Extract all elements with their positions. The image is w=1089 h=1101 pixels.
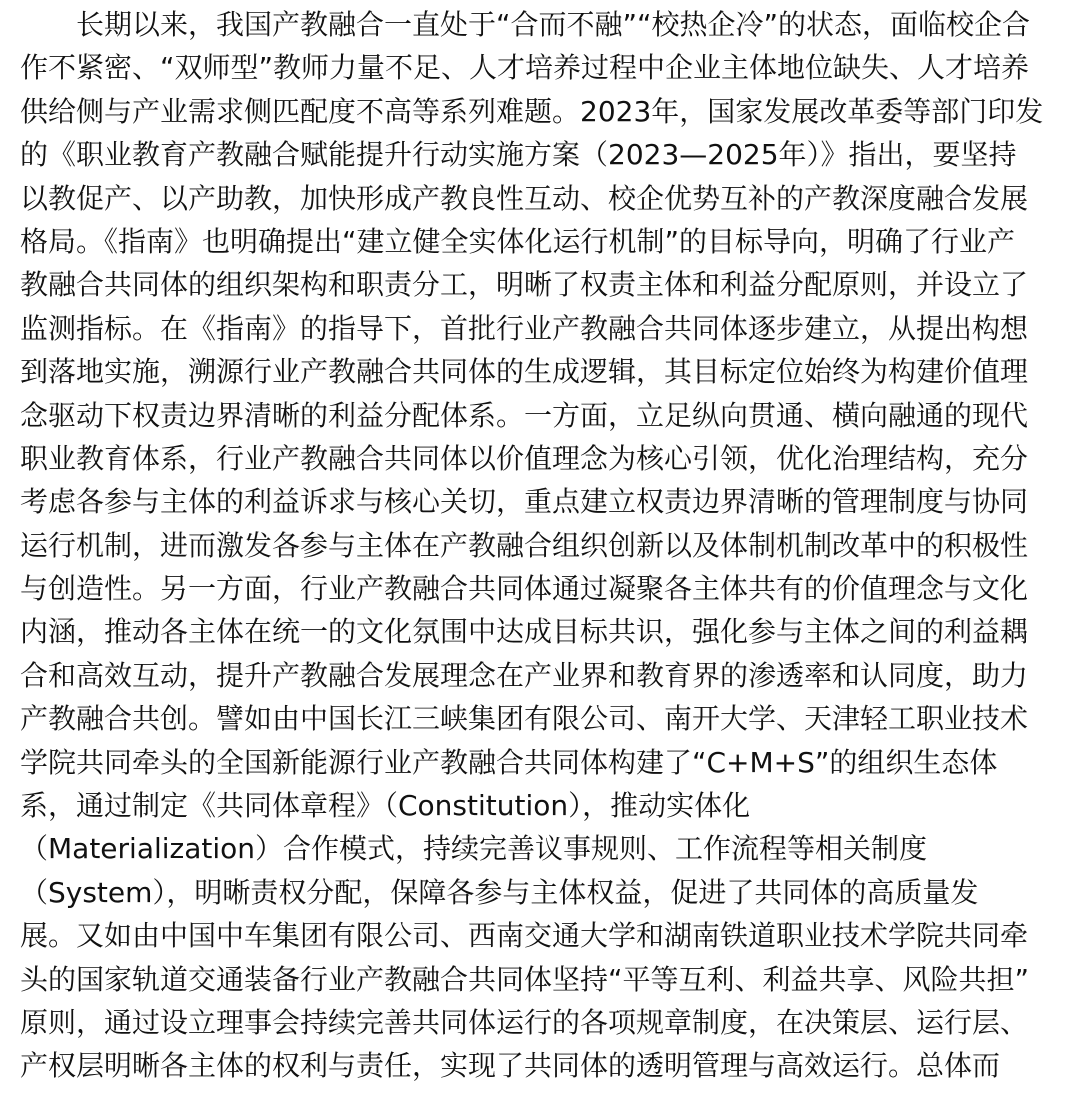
text-line-18: 学院共同牵头的全国新能源行业产教融合共同体构建了“C+M+S”的组织生态体 [20,745,998,779]
text-line-3: 供给侧与产业需求侧匹配度不高等系列难题。2023年，国家发展改革委等部门印发 [20,94,1044,128]
text-line-17: 产教融合共创。譬如由中国长江三峡集团有限公司、南开大学、天津轻工职业技术 [20,702,1029,736]
text-line-12: 考虑各参与主体的利益诉求与核心关切，重点建立权责边界清晰的管理制度与协同 [20,485,1029,519]
text-line-1: 长期以来，我国产教融合一直处于“合而不融”“校热企冷”的状态，面临校企合 [20,8,1031,41]
text-line-7: 教融合共同体的组织架构和职责分工，明晰了权责主体和利益分配原则，并设立了 [20,268,1029,302]
text-line-20: （Materialization）合作模式，持续完善议事规则、工作流程等相关制度 [20,832,928,866]
text-line-23: 头的国家轨道交通装备行业产教融合共同体坚持“平等互利、利益共享、风险共担” [20,962,1030,996]
text-line-25: 产权层明晰各主体的权利与责任，实现了共同体的透明管理与高效运行。总体而 [20,1049,1001,1083]
text-line-16: 合和高效互动，提升产教融合发展理念在产业界和教育界的渗透率和认同度，助力 [20,658,1029,692]
text-line-15: 内涵，推动各主体在统一的文化氛围中达成目标共识，强化参与主体之间的利益耦 [20,615,1029,649]
text-line-8: 监测指标。在《指南》的指导下，首批行业产教融合共同体逐步建立，从提出构想 [20,311,1029,345]
text-line-13: 运行机制，进而激发各参与主体在产教融合组织创新以及体制机制改革中的积极性 [20,528,1029,562]
text-line-5: 以教促产、以产助教，加快形成产教良性互动、校企优势互补的产教深度融合发展 [20,181,1029,215]
text-line-19: 系，通过制定《共同体章程》（Constitution），推动实体化 [20,789,751,823]
text-line-11: 职业教育体系，行业产教融合共同体以价值理念为核心引领，优化治理结构，充分 [20,441,1029,475]
text-line-21: （System），明晰责权分配，保障各参与主体权益，促进了共同体的高质量发 [20,875,979,909]
text-line-2: 作不紧密、“双师型”教师力量不足、人才培养过程中企业主体地位缺失、人才培养 [20,51,1030,85]
text-line-14: 与创造性。另一方面，行业产教融合共同体通过凝聚各主体共有的价值理念与文化 [20,572,1029,606]
text-line-10: 念驱动下权责边界清晰的利益分配体系。一方面，立足纵向贯通、横向融通的现代 [20,398,1029,432]
text-line-6: 格局。《指南》也明确提出“建立健全实体化运行机制”的目标导向，明确了行业产 [20,224,1016,258]
text-line-24: 原则，通过设立理事会持续完善共同体运行的各项规章制度，在决策层、运行层、 [20,1005,1029,1039]
text-line-22: 展。又如由中国中车集团有限公司、西南交通大学和湖南铁道职业技术学院共同牵 [20,919,1029,953]
text-line-9: 到落地实施，溯源行业产教融合共同体的生成逻辑，其目标定位始终为构建价值理 [20,355,1029,389]
article-paragraph [20,3,1070,1088]
text-line-4: 的《职业教育产教融合赋能提升行动实施方案（2023—2025年）》指出，要坚持 [20,138,1017,172]
